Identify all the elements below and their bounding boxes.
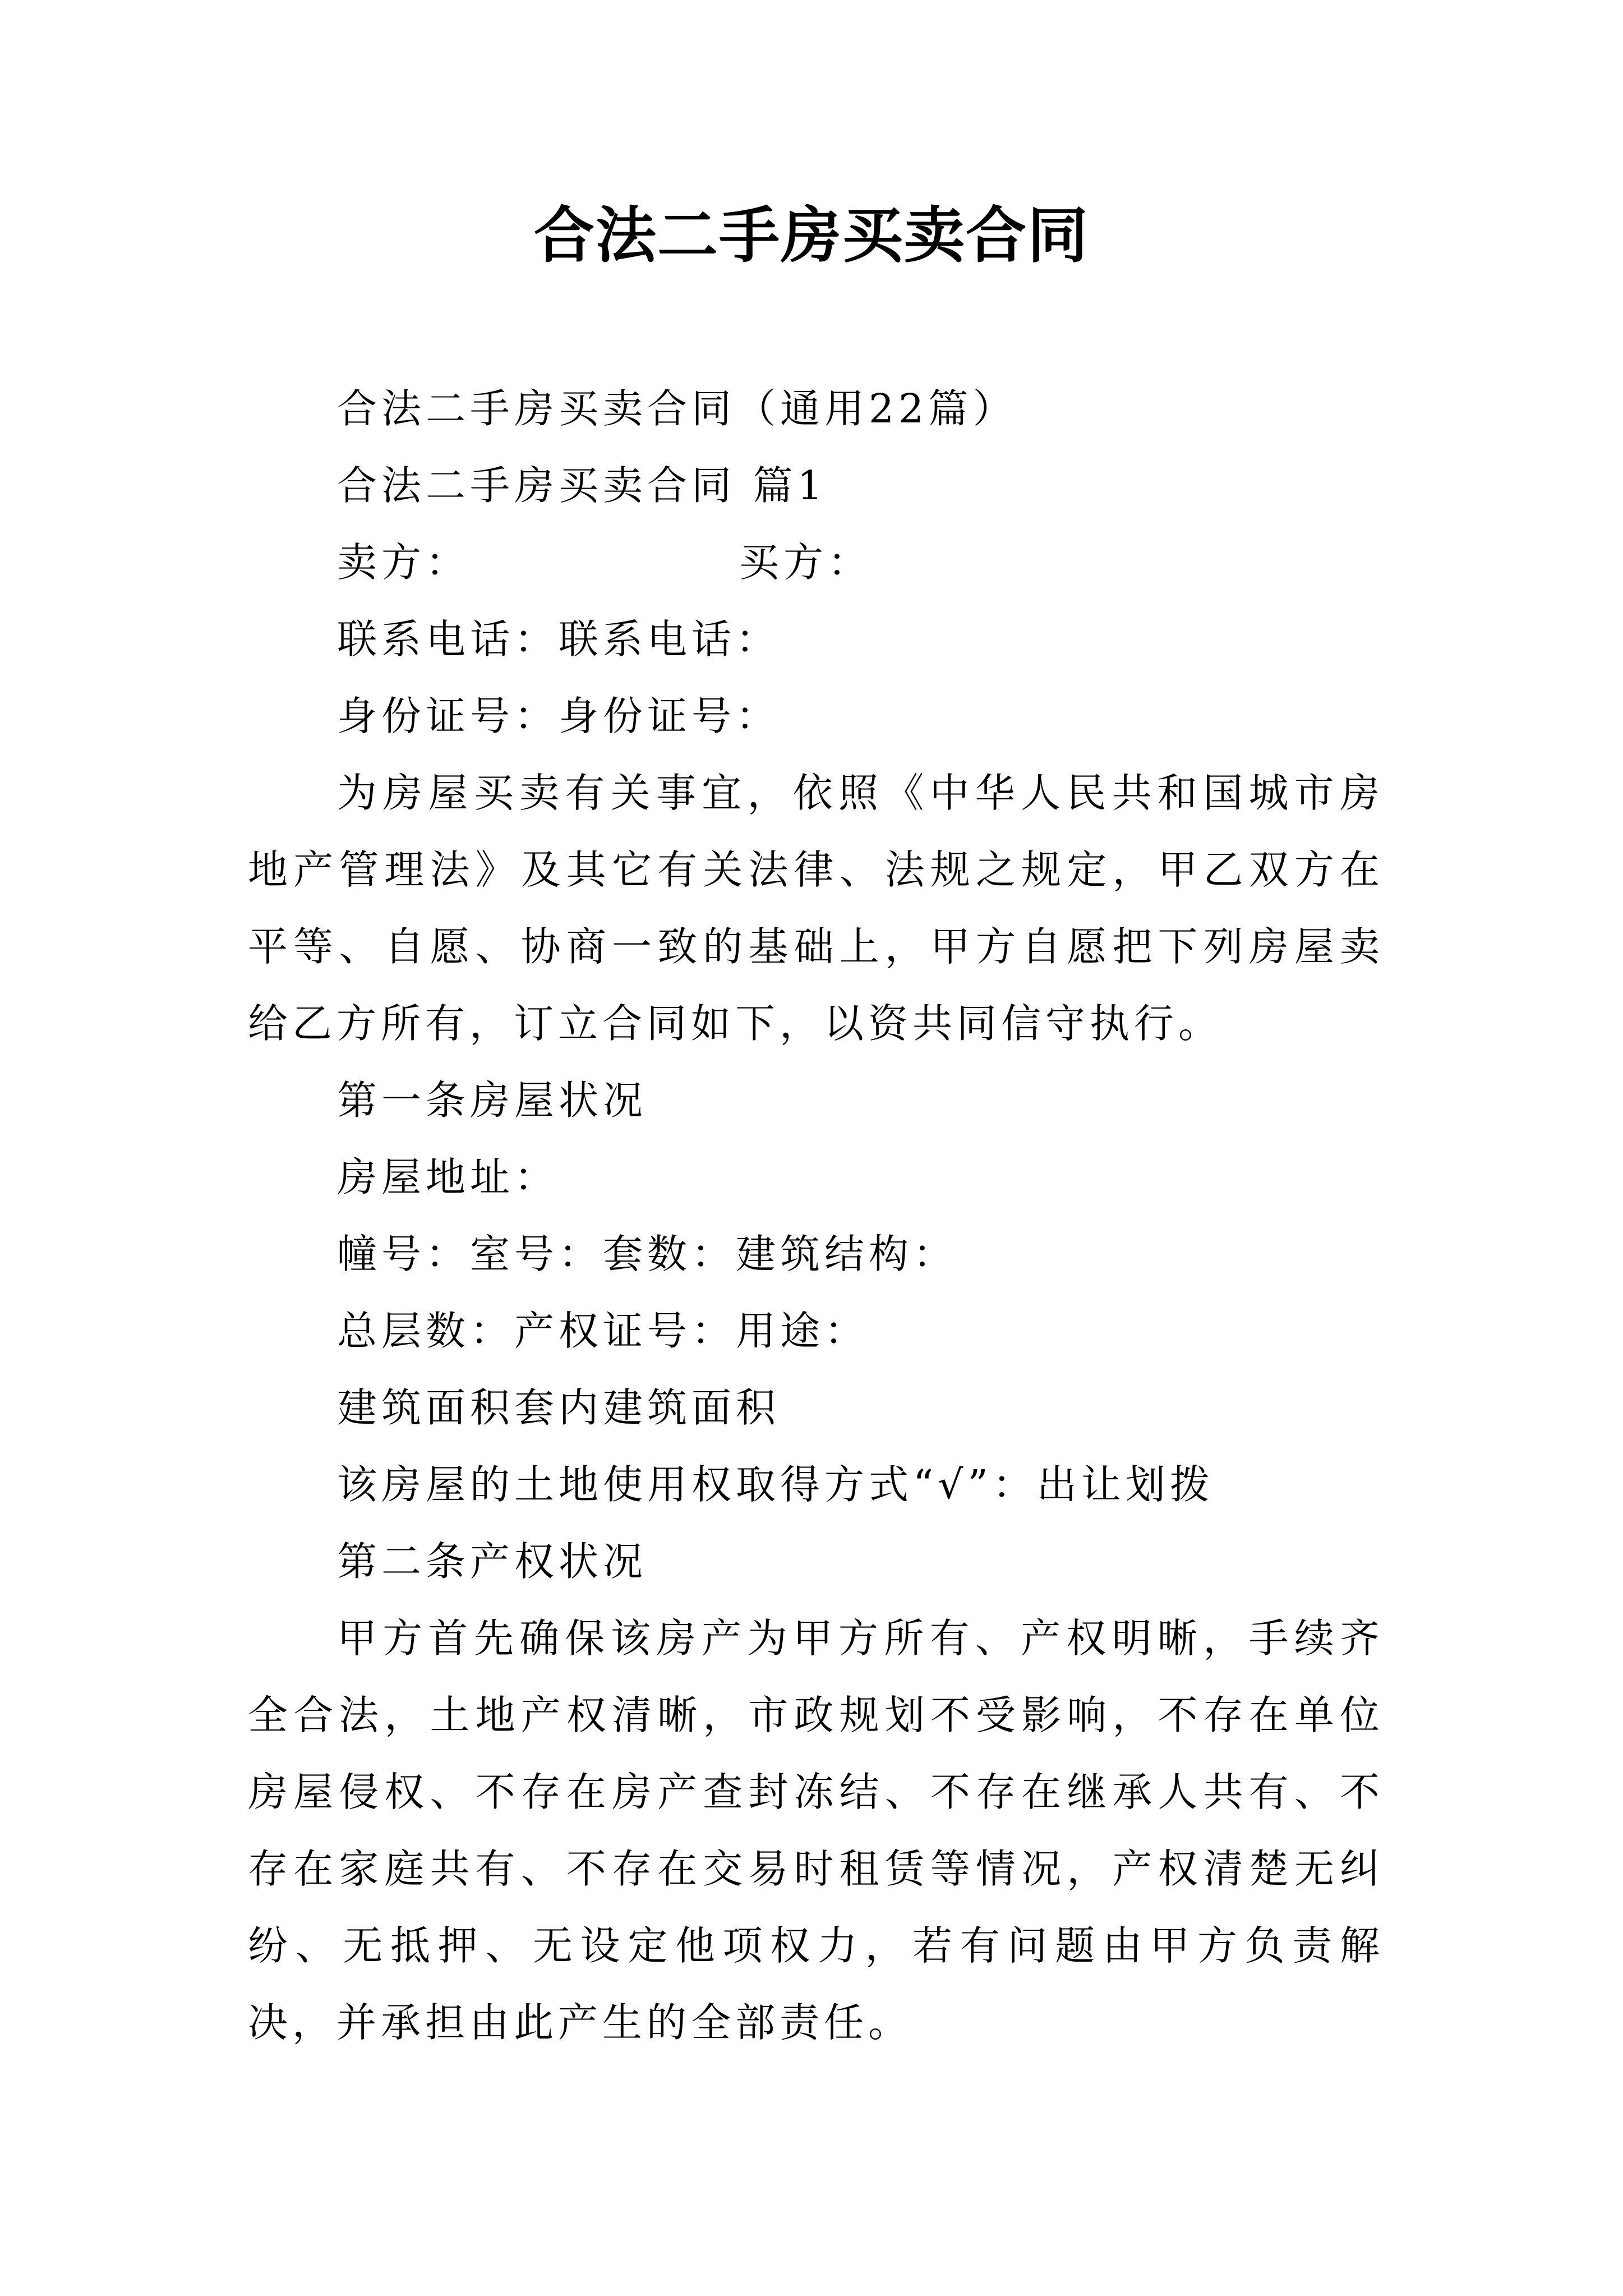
area-line: 建筑面积套内建筑面积 [337,1384,781,1431]
document-title: 合法二手房买卖合同 [533,200,1089,271]
chapter-heading: 合法二手房买卖合同 篇1 [337,462,827,509]
address-line: 房屋地址： [337,1154,559,1200]
document-body [248,370,1384,2061]
land-use-line: 该房屋的土地使用权取得方式“√”：出让划拨 [337,1461,1214,1508]
ownership-paragraph: 甲方首先确保该房产为甲方所有、产权明晰，手续齐全合法，土地产权清晰，市政规划不受影响，不存在单位房屋侵权、不存在房产查封冻结、不存在继承人共有、不存在家庭共有、不存在交易时租赁等情况，产权清楚无纠纷、无抵押、无设定他项权力，若有问题由甲方负责解决，并承担由此产生的全部责任。 [248,1615,1384,2046]
intro-paragraph: 为房屋买卖有关事宜，依照《中华人民共和国城市房地产管理法》及其它有关法律、法规之规定，甲乙双方在平等、自愿、协商一致的基础上，甲方自愿把下列房屋卖给乙方所有，订立合同如下，以资共同信守执行。 [248,770,1384,1047]
id-line: 身份证号：身份证号： [337,693,781,739]
article-1-heading: 第一条房屋状况 [337,1077,648,1124]
subtitle-line: 合法二手房买卖合同（通用22篇） [337,385,1017,432]
phone-line: 联系电话：联系电话： [337,616,781,662]
party-line [248,524,1384,601]
buyer-label: 买方： [739,539,873,586]
article-2-heading: 第二条产权状况 [337,1538,648,1585]
seller-label: 卖方： [337,539,471,586]
building-line: 幢号：室号：套数：建筑结构： [337,1231,958,1277]
floors-line: 总层数：产权证号：用途： [337,1308,869,1354]
